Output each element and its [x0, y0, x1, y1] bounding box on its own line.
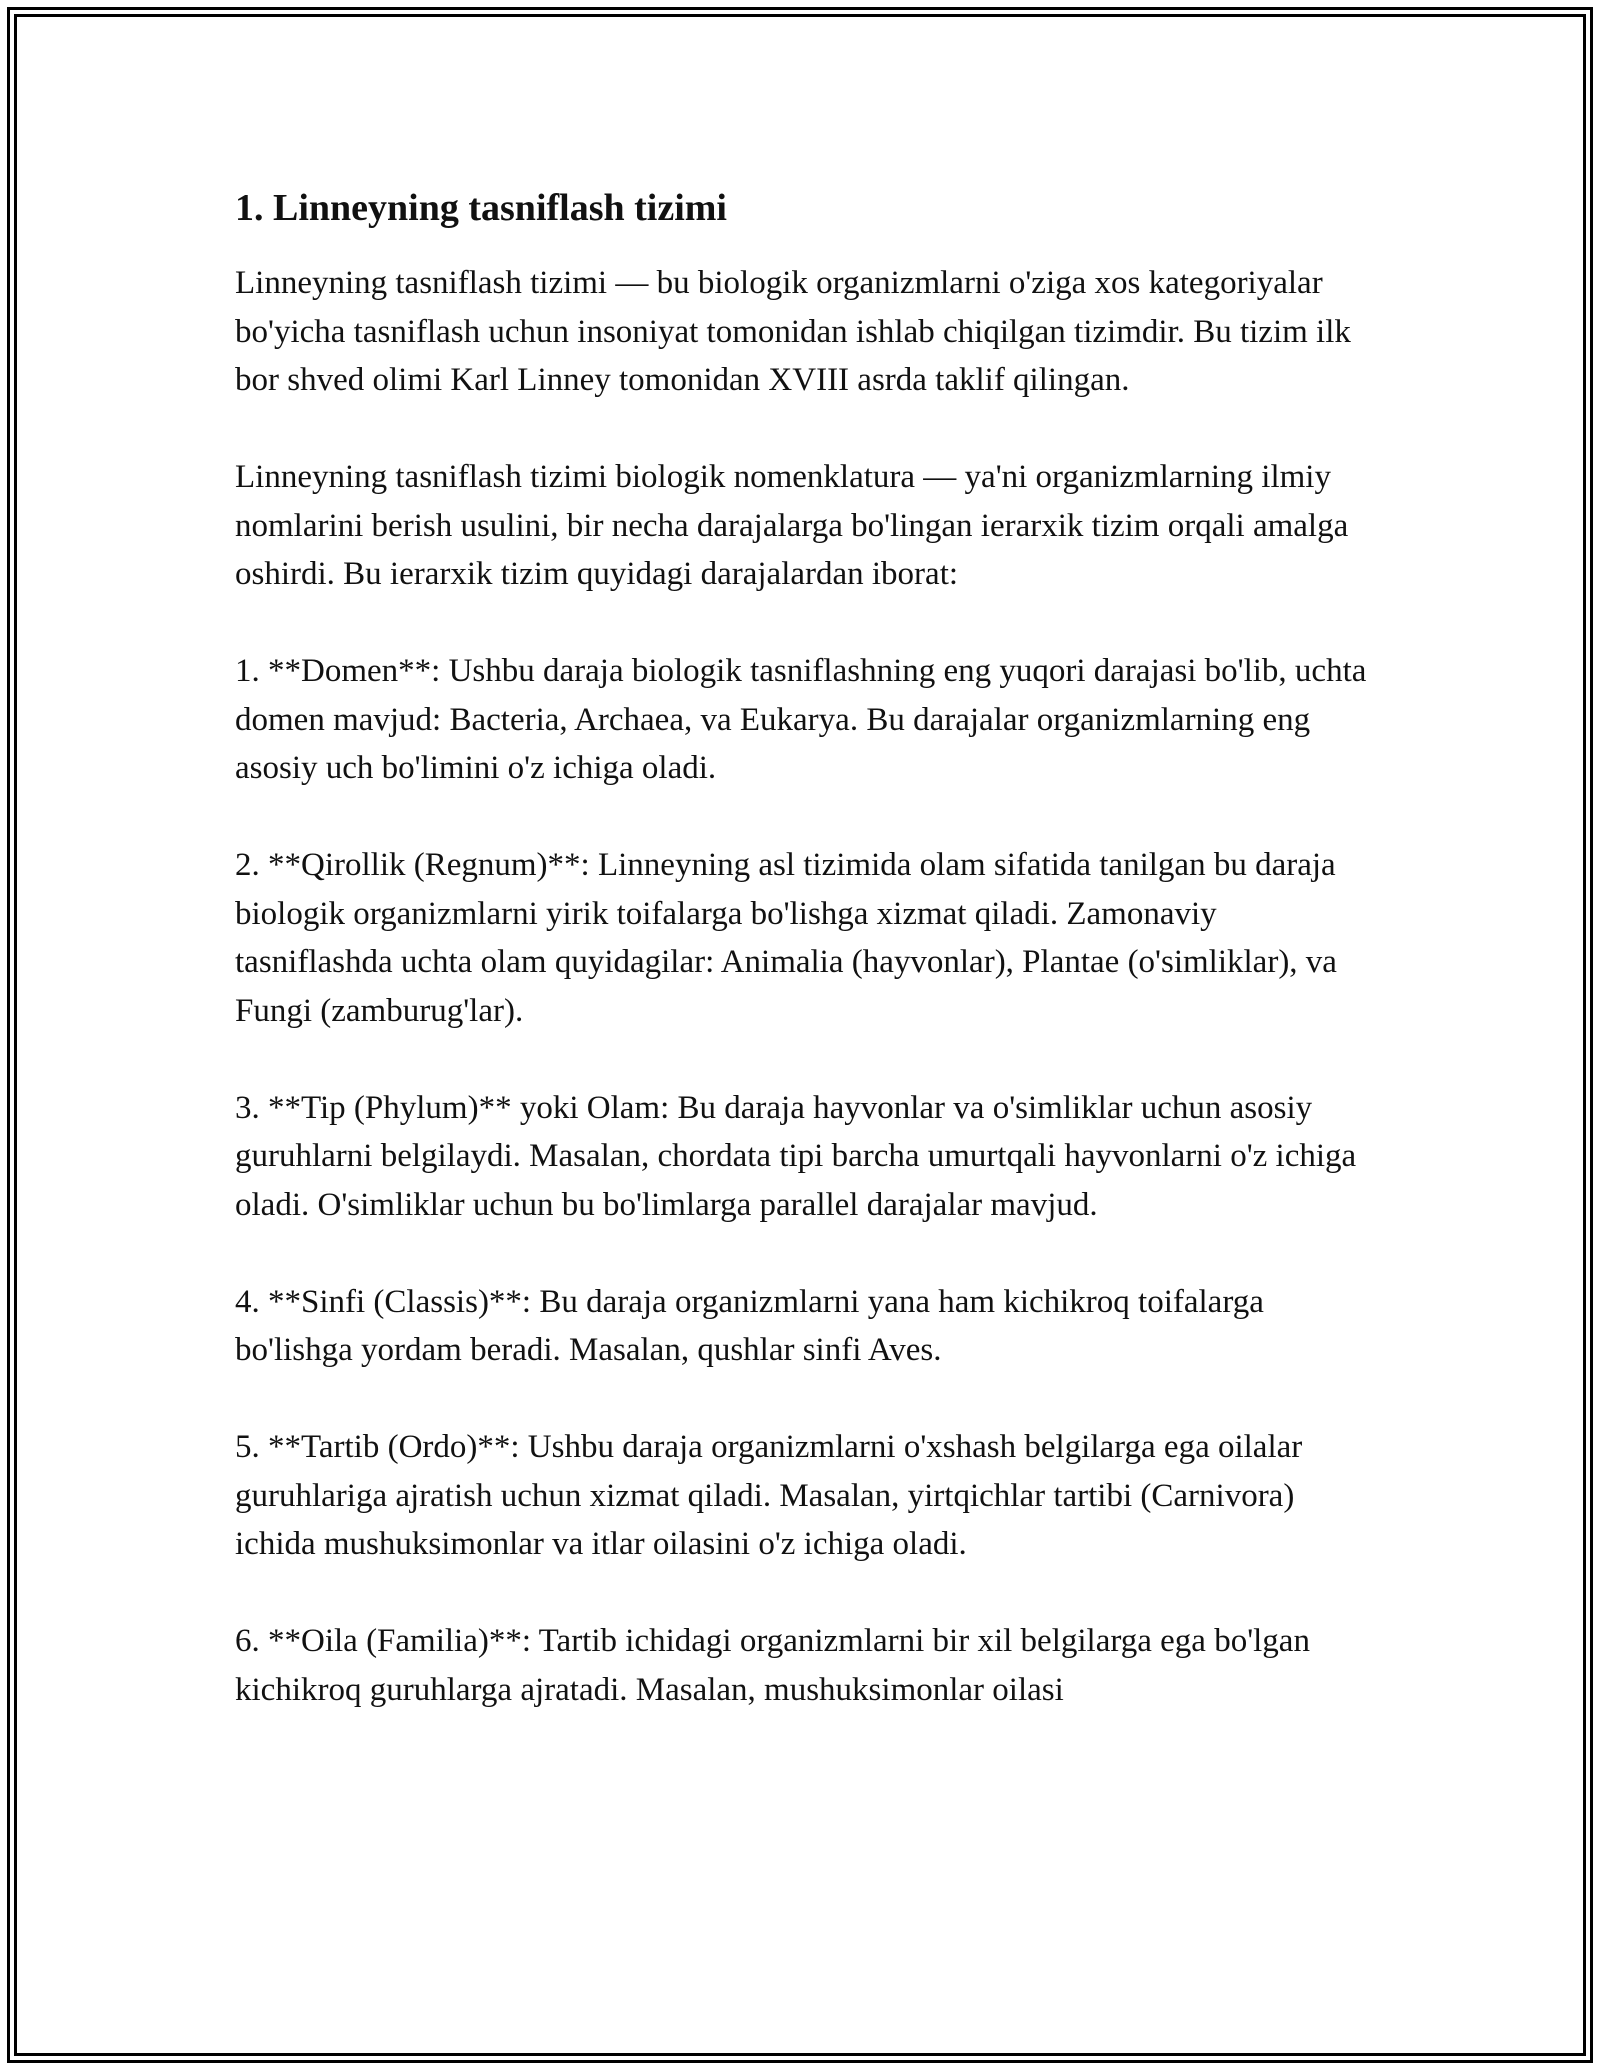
intro-paragraph: Linneyning tasniflash tizimi — bu biologik organizmlarni o'ziga xos kategoriyalar bo'yicha tasniflash uchun insoniyat tomonidan ishlab chiqilgan tizimdir. Bu tizim ilk bor shved olimi Karl Linney tomonidan XVIII asrda taklif qilingan. — [235, 265, 1351, 398]
section-heading: 1. Linneyning tasniflash tizimi — [235, 187, 727, 229]
list-item-class: 4. **Sinfi (Classis)**: Bu daraja organizmlarni yana ham kichikroq toifalarga bo'lishga yordam beradi. Masalan, qushlar sinfi Aves. — [235, 1283, 1264, 1368]
list-item-family: 6. **Oila (Familia)**: Tartib ichidagi organizmlarni bir xil belgilarga ega bo'lgan kichikroq guruhlarga ajratadi. Masalan, mushuksimonlar oilasi — [235, 1623, 1310, 1708]
list-item-domain: 1. **Domen**: Ushbu daraja biologik tasniflashning eng yuqori darajasi bo'lib, uchta domen mavjud: Bacteria, Archaea, va Eukarya. Bu darajalar organizmlarning eng asosiy uch bo'limini o'z ichiga oladi. — [235, 653, 1367, 786]
list-item-order: 5. **Tartib (Ordo)**: Ushbu daraja organizmlarni o'xshash belgilarga ega oilalar guruhlariga ajratish uchun xizmat qiladi. Masalan, yirtqichlar tartibi (Carnivora) ichida mushuksimonlar va itlar oilasini o'z ichiga oladi. — [235, 1429, 1303, 1562]
list-item-kingdom: 2. **Qirollik (Regnum)**: Linneyning asl tizimida olam sifatida tanilgan bu daraja biologik organizmlarni yirik toifalarga bo'lishga xizmat qiladi. Zamonaviy tasniflashda uchta olam quyidagilar: Animalia (hayvonlar), Plantae (o'simliklar), va Fungi (zamburug'lar). — [235, 847, 1337, 1029]
hierarchy-paragraph: Linneyning tasniflash tizimi biologik nomenklatura — ya'ni organizmlarning ilmiy nomlarini berish usulini, bir necha darajalarga bo'lingan ierarxik tizim orqali amalga oshirdi. Bu ierarxik tizim quyidagi darajalardan iborat: — [235, 459, 1349, 592]
list-item-phylum: 3. **Tip (Phylum)** yoki Olam: Bu daraja hayvonlar va o'simliklar uchun asosiy guruhlarni belgilaydi. Masalan, chordata tipi barcha umurtqali hayvonlarni o'z ichiga oladi. O'simliklar uchun bu bo'limlarga parallel darajalar mavjud. — [235, 1089, 1357, 1223]
document-body — [235, 185, 1370, 1763]
